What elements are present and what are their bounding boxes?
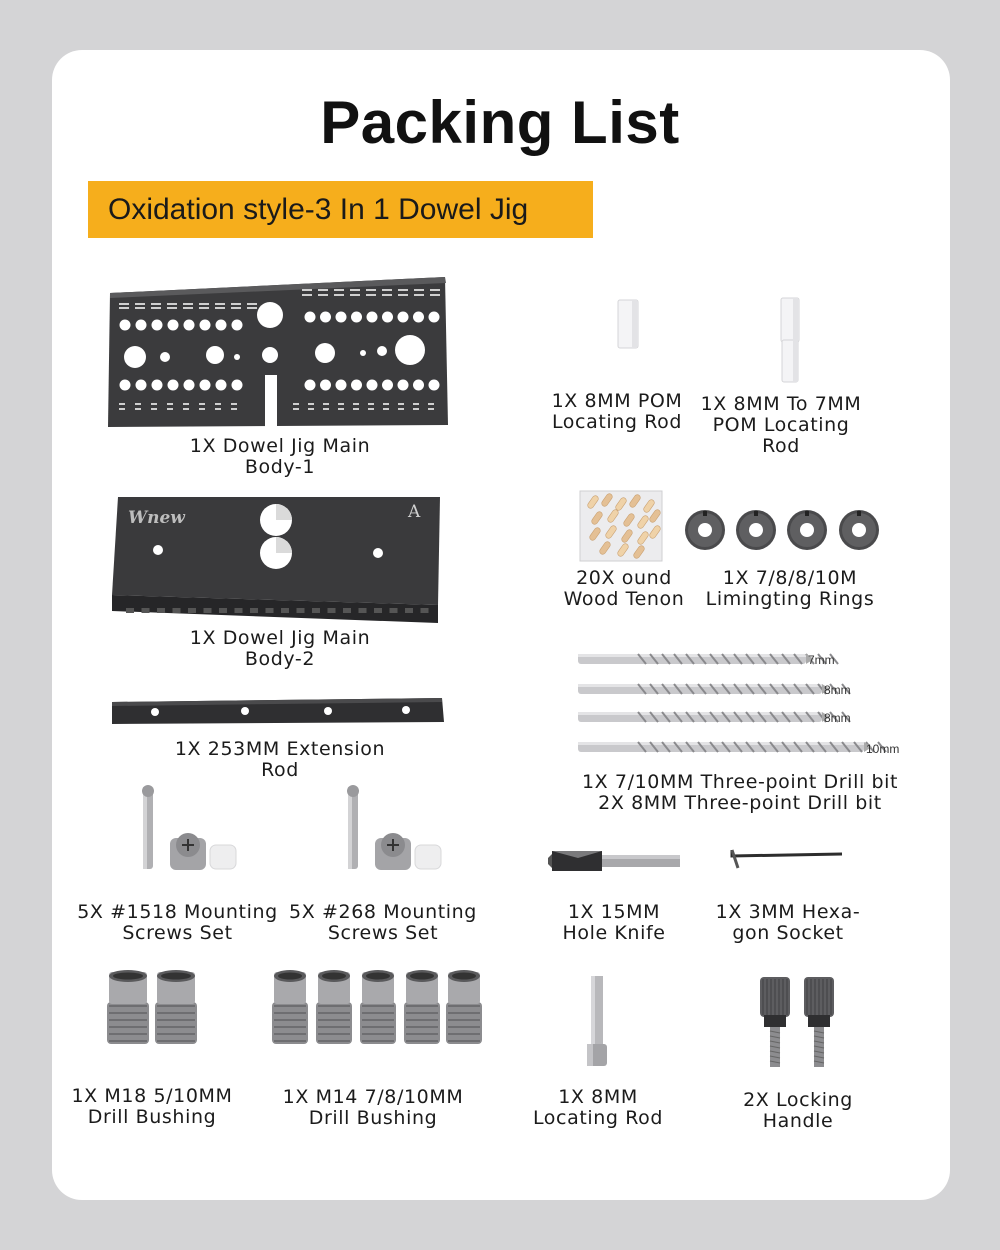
page-title: Packing List bbox=[320, 89, 680, 156]
item-label-bushing-m14: 1X M14 7/8/10MM Drill Bushing bbox=[282, 1086, 464, 1129]
item-label-screws-1518: 5X #1518 Mounting Screws Set bbox=[77, 901, 278, 944]
item-label-main-body-2: 1X Dowel Jig Main Body-2 bbox=[189, 627, 371, 670]
hole-knife-image bbox=[548, 846, 682, 876]
brand-mark-text: Wnew bbox=[128, 508, 185, 528]
screws-1518-image bbox=[130, 783, 245, 875]
item-label-screws-268: 5X #268 Mounting Screws Set bbox=[289, 901, 477, 944]
drill-bits-image bbox=[572, 647, 912, 762]
bushing-m14-image bbox=[268, 968, 484, 1050]
locking-handle-image bbox=[752, 975, 844, 1071]
item-label-extension-rod: 1X 253MM Extension Rod bbox=[174, 738, 386, 781]
hex-key-image bbox=[728, 846, 846, 876]
extension-rod-image bbox=[110, 696, 446, 730]
limiting-rings-image bbox=[683, 507, 883, 551]
jig-body-2-image bbox=[108, 493, 443, 625]
drill-size-label: 8mm bbox=[824, 683, 851, 697]
item-label-hex-socket: 1X 3MM Hexa- gon Socket bbox=[715, 901, 861, 944]
wood-tenon-image bbox=[578, 489, 664, 563]
banner-text: Oxidation style-3 In 1 Dowel Jig bbox=[108, 193, 529, 226]
jig-body-1-image bbox=[105, 275, 450, 430]
drill-size-label: 7mm bbox=[808, 653, 835, 667]
pom-rod-stepped-image bbox=[775, 296, 805, 384]
drill-size-label: 8mm bbox=[824, 711, 851, 725]
item-label-locking-handle: 2X Locking Handle bbox=[743, 1089, 853, 1132]
drill-size-label: 10mm bbox=[866, 742, 900, 756]
item-label-locating-rod: 1X 8MM Locating Rod bbox=[532, 1086, 664, 1129]
item-label-drill-bits: 1X 7/10MM Three-point Drill bit 2X 8MM Three-point Drill bit bbox=[581, 771, 899, 814]
item-label-limiting-rings: 1X 7/8/8/10M Limingting Rings bbox=[705, 567, 875, 610]
jig-letter-text: A bbox=[408, 502, 421, 522]
item-label-pom-rod-stepped: 1X 8MM To 7MM POM Locating Rod bbox=[700, 393, 862, 457]
item-label-wood-tenon: 20X ound Wood Tenon bbox=[563, 567, 685, 610]
pom-rod-image bbox=[613, 298, 643, 350]
item-label-bushing-m18: 1X M18 5/10MM Drill Bushing bbox=[71, 1085, 233, 1128]
item-label-main-body-1: 1X Dowel Jig Main Body-1 bbox=[189, 435, 371, 478]
item-label-hole-knife: 1X 15MM Hole Knife bbox=[562, 901, 666, 944]
bushing-m18-image bbox=[103, 968, 203, 1050]
screws-268-image bbox=[335, 783, 450, 875]
locating-rod-image bbox=[580, 972, 614, 1072]
product-banner bbox=[88, 181, 593, 238]
item-label-pom-rod: 1X 8MM POM Locating Rod bbox=[551, 390, 683, 433]
